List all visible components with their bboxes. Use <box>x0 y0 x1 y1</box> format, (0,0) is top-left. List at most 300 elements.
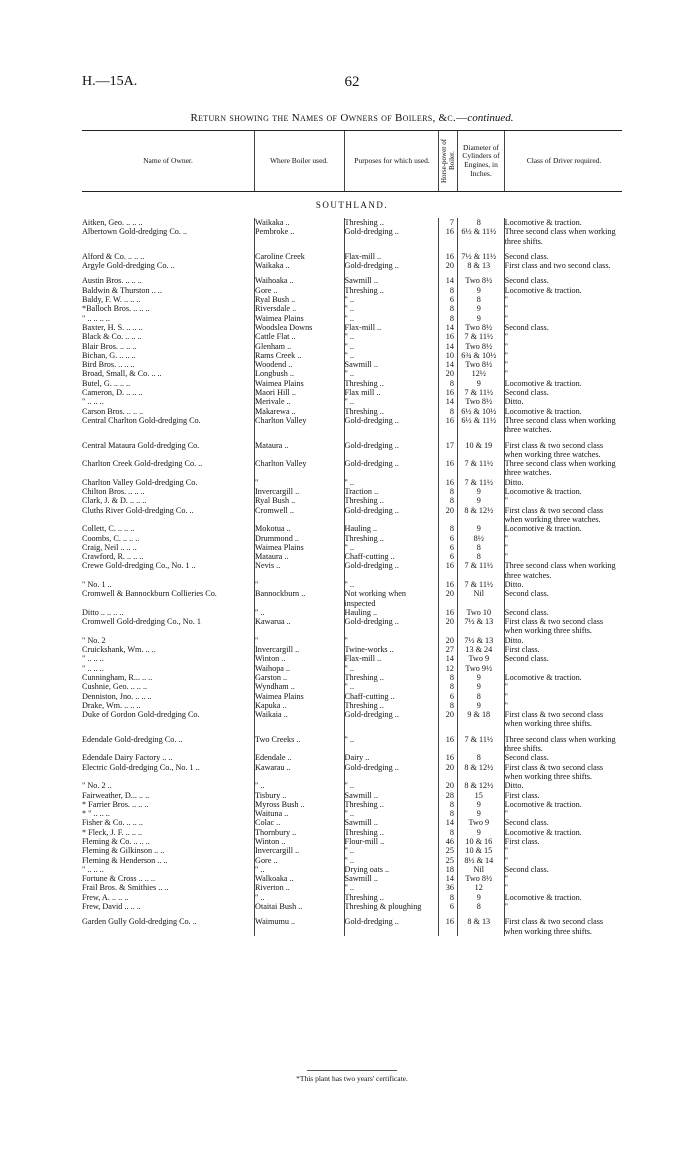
hp-cell: 20 <box>445 617 454 627</box>
hp-cell: 28 <box>445 790 454 800</box>
col-divider <box>254 131 255 191</box>
purpose-cell: Gold-dredging .. <box>344 440 399 450</box>
diameter-cell: 9 <box>476 809 481 819</box>
table-row <box>82 902 622 911</box>
col-divider <box>344 218 345 936</box>
purpose-cell: Threshing .. <box>344 799 384 809</box>
driver-cell: First class and two second class. <box>504 261 611 271</box>
where-cell: Charlton Valley <box>255 415 307 425</box>
purpose-cell: " .. <box>344 341 355 351</box>
diameter-cell: 10 & 15 <box>465 846 493 856</box>
owner-cell: Charlton Creek Gold-dredging Co. .. <box>82 459 203 469</box>
hp-cell: 8 <box>449 406 454 416</box>
document-title <box>82 112 622 124</box>
diameter-cell: 9 <box>476 378 481 388</box>
hp-cell: 16 <box>445 477 454 487</box>
hp-cell: 14 <box>445 397 454 407</box>
purpose-cell: " .. <box>344 663 355 673</box>
purpose-cell: Drying oats .. <box>344 864 390 874</box>
purpose-cell: " .. <box>344 734 355 744</box>
where-cell: Edendale .. <box>255 753 292 763</box>
where-cell: Longbush .. <box>255 369 294 379</box>
owner-cell: Denniston, Jno. .. .. .. <box>82 691 152 701</box>
driver-cell: " <box>504 332 508 342</box>
purpose-cell: Threshing .. <box>344 700 384 710</box>
owner-cell: Alford & Co. .. .. .. <box>82 251 145 261</box>
table-row <box>82 710 622 729</box>
where-cell: Invercargill .. <box>255 846 300 856</box>
owner-cell: Baldwin & Thurston .. .. <box>82 285 162 295</box>
owner-cell: Cruickshank, Wm. .. .. <box>82 645 156 655</box>
hp-cell: 8 <box>449 524 454 534</box>
where-cell: Gore .. <box>255 855 278 865</box>
where-cell: Woodslea Downs <box>255 322 313 332</box>
diameter-cell: 8 <box>476 691 481 701</box>
driver-cell: Ditto. <box>504 397 524 407</box>
diameter-cell: 8½ <box>473 533 484 543</box>
where-cell: Waihoaka .. <box>255 276 294 286</box>
hp-cell: 12 <box>445 663 454 673</box>
owner-cell: Fleming & Gilkinson .. .. <box>82 846 165 856</box>
owner-cell: Ditto .. .. .. .. <box>82 607 124 617</box>
table-row <box>82 314 622 323</box>
purpose-cell: Sawmill .. <box>344 276 378 286</box>
owner-cell: Duke of Gordon Gold-dredging Co. <box>82 710 200 720</box>
diameter-cell: 7 & 11½ <box>464 477 494 487</box>
page-header <box>82 74 622 94</box>
purpose-cell: Flax-mill .. <box>344 251 382 261</box>
hp-cell: 14 <box>445 276 454 286</box>
driver-cell: " <box>504 496 508 506</box>
driver-cell: " <box>504 369 508 379</box>
hp-cell: 16 <box>445 579 454 589</box>
driver-cell: First class & two second class when working three watches. <box>504 505 604 524</box>
diameter-cell: Nil <box>473 589 484 599</box>
driver-cell: " <box>504 360 508 370</box>
table-row <box>82 543 622 552</box>
owner-cell: Broad, Small, & Co. .. .. <box>82 369 162 379</box>
purpose-cell: Threshing .. <box>344 378 384 388</box>
footnote-text: *This plant has two years' certificate. <box>296 1074 408 1083</box>
where-cell: Winton .. <box>255 654 286 664</box>
diameter-cell: 7½ & 13 <box>464 635 494 645</box>
col-driver: Class of Driver required. <box>526 155 602 165</box>
hp-cell: 16 <box>445 459 454 469</box>
section-heading: SOUTHLAND. <box>315 200 389 210</box>
owner-cell: " .. .. .. <box>82 663 104 673</box>
diameter-cell: 9 <box>476 682 481 692</box>
diameter-cell: 6¾ & 10½ <box>461 350 497 360</box>
diameter-cell: 6½ & 11½ <box>461 227 497 237</box>
hp-cell: 16 <box>445 607 454 617</box>
where-cell: Rams Creek .. <box>255 350 302 360</box>
purpose-cell: Threshing .. <box>344 827 384 837</box>
driver-cell: Three second class when working three watches. <box>504 459 616 478</box>
purpose-cell: Flax-mill .. <box>344 654 382 664</box>
purpose-cell: " .. <box>344 883 355 893</box>
purpose-cell: Gold-dredging .. <box>344 227 399 237</box>
where-cell: Glenham .. <box>255 341 292 351</box>
hp-cell: 6 <box>449 552 454 562</box>
col-divider <box>254 218 255 936</box>
purpose-cell: Gold-dredging .. <box>344 561 399 571</box>
diameter-cell: Two 8½ <box>465 360 493 370</box>
driver-cell: First class. <box>504 645 540 655</box>
hp-cell: 46 <box>445 837 454 846</box>
owner-cell: Albertown Gold-dredging Co. .. <box>82 227 188 237</box>
where-cell: Woodend .. <box>255 360 293 370</box>
table-row <box>82 701 622 710</box>
diameter-cell: 9 <box>476 524 481 534</box>
purpose-cell: " .. <box>344 304 355 314</box>
hp-cell: 16 <box>445 561 454 571</box>
table-row <box>82 673 622 682</box>
hp-cell: 6 <box>449 295 454 305</box>
table-row <box>82 800 622 809</box>
table-row <box>82 781 622 790</box>
owner-cell: Clark, J. & D. .. .. .. <box>82 496 147 506</box>
where-cell: Pembroke .. <box>255 227 295 237</box>
footnote <box>82 1070 622 1083</box>
driver-cell: " <box>504 533 508 543</box>
owner-cell: Cromwell Gold-dredging Co., No. 1 <box>82 617 201 627</box>
table-row <box>82 276 622 285</box>
table-row <box>82 846 622 855</box>
driver-cell: " <box>504 809 508 819</box>
where-cell: " .. <box>255 781 265 791</box>
purpose-cell: Sawmill .. <box>344 360 378 370</box>
diameter-cell: Two 8½ <box>465 397 493 407</box>
driver-cell: " <box>504 902 508 912</box>
diameter-cell: Two 9 <box>468 818 490 828</box>
owner-cell: Bichan, G. .. .. .. <box>82 350 136 360</box>
where-cell: " .. <box>255 864 265 874</box>
col-where: Where Boiler used. <box>269 155 329 165</box>
driver-cell: Ditto. <box>504 579 524 589</box>
owner-cell: * Fleck, J. F. .. .. .. <box>82 827 143 837</box>
purpose-cell: Gold-dredging .. <box>344 617 399 627</box>
owner-cell: " .. .. .. <box>82 864 104 874</box>
hp-cell: 16 <box>445 415 454 425</box>
where-cell: Waikaia .. <box>255 710 288 720</box>
boilers-table <box>82 130 622 936</box>
purpose-cell: " .. <box>344 369 355 379</box>
purpose-cell: " .. <box>344 855 355 865</box>
diameter-cell: 9 <box>476 487 481 497</box>
hp-cell: 27 <box>445 645 454 655</box>
diameter-cell: 7 & 11½ <box>464 459 494 469</box>
hp-cell: 25 <box>445 846 454 856</box>
hp-cell: 8 <box>449 285 454 295</box>
purpose-cell: " .. <box>344 846 355 856</box>
owner-cell: Fleming & Co. .. .. .. <box>82 837 150 846</box>
driver-cell: First class. <box>504 837 540 846</box>
where-cell: Waituna .. <box>255 809 289 819</box>
purpose-cell: Twine-works .. <box>344 645 394 655</box>
diameter-cell: 7 & 11½ <box>464 579 494 589</box>
hp-cell: 20 <box>445 261 454 271</box>
col-hp: Horse-power of Boiler. <box>439 138 456 184</box>
table-row <box>82 459 622 478</box>
where-cell: Wyndham .. <box>255 682 295 692</box>
col-owner: Name of Owner. <box>143 155 193 165</box>
diameter-cell: 8 & 13 <box>467 917 491 927</box>
owner-cell: Edendale Gold-dredging Co. .. <box>82 734 183 744</box>
owner-cell: Frew, A. .. .. .. <box>82 892 129 902</box>
diameter-cell: 9 <box>476 799 481 809</box>
owner-cell: Collett, C. .. .. .. <box>82 524 135 534</box>
where-cell: Gore .. <box>255 285 278 295</box>
where-cell: Invercargill .. <box>255 645 300 655</box>
driver-cell: Second class. <box>504 654 549 664</box>
diameter-cell: Nil <box>473 864 484 874</box>
driver-cell: Locomotive & traction. <box>504 524 582 534</box>
diameter-cell: Two 10 <box>466 607 492 617</box>
purpose-cell: Sawmill .. <box>344 874 378 884</box>
owner-cell: Fleming & Henderson .. .. <box>82 855 168 865</box>
driver-cell: First class & two second class when working three shifts. <box>504 762 604 781</box>
hp-cell: 16 <box>445 251 454 261</box>
hp-cell: 8 <box>449 892 454 902</box>
owner-cell: Argyle Gold-dredging Co. .. <box>82 261 175 271</box>
where-cell: Kawarua .. <box>255 617 291 627</box>
owner-cell: Crewe Gold-dredging Co., No. 1 .. <box>82 561 196 571</box>
purpose-cell: Threshing .. <box>344 406 384 416</box>
driver-cell: " <box>504 855 508 865</box>
purpose-cell: Gold-dredging .. <box>344 710 399 720</box>
table-row <box>82 388 622 397</box>
table-row <box>82 332 622 341</box>
table-body <box>82 218 622 936</box>
hp-cell: 8 <box>449 313 454 323</box>
table-row <box>82 323 622 332</box>
hp-cell: 18 <box>445 864 454 874</box>
hp-cell: 14 <box>445 322 454 332</box>
table-row <box>82 608 622 617</box>
driver-cell: " <box>504 700 508 710</box>
where-cell: Waikaka .. <box>255 261 290 271</box>
diameter-cell: 7½ & 11½ <box>461 251 497 261</box>
driver-cell: Second class. <box>504 322 549 332</box>
table-row <box>82 351 622 360</box>
hp-cell: 8 <box>449 378 454 388</box>
diameter-cell: 9 <box>476 313 481 323</box>
hp-cell: 8 <box>449 809 454 819</box>
table-row <box>82 654 622 663</box>
diameter-cell: 7½ & 13 <box>464 617 494 627</box>
owner-cell: Electric Gold-dredging Co., No. 1 .. <box>82 762 200 772</box>
table-row <box>82 252 622 261</box>
hp-cell: 14 <box>445 874 454 884</box>
diameter-cell: 8 <box>476 218 481 227</box>
hp-cell: 8 <box>449 700 454 710</box>
where-cell: Waimea Plains <box>255 542 304 552</box>
owner-cell: " .. .. .. .. <box>82 313 110 323</box>
table-row <box>82 286 622 295</box>
owner-cell: Frail Bros. & Smithies .. .. <box>82 883 169 893</box>
purpose-cell: " .. <box>344 477 355 487</box>
table-row <box>82 589 622 608</box>
driver-cell: Locomotive & traction. <box>504 378 582 388</box>
where-cell: Kawarau .. <box>255 762 291 772</box>
table-row <box>82 561 622 580</box>
table-row <box>82 552 622 561</box>
owner-cell: Fortune & Cross .. .. .. <box>82 874 156 884</box>
diameter-cell: 13 & 24 <box>465 645 493 655</box>
hp-cell: 6 <box>449 902 454 912</box>
where-cell: Cattle Flat .. <box>255 332 296 342</box>
purpose-cell: Traction .. <box>344 487 379 497</box>
diameter-cell: 12 <box>474 883 483 893</box>
purpose-cell: Sawmill .. <box>344 818 378 828</box>
owner-cell: Central Mataura Gold-dredging Co. <box>82 440 200 450</box>
hp-cell: 8 <box>449 799 454 809</box>
purpose-cell: Threshing & ploughing <box>344 902 422 912</box>
hp-cell: 20 <box>445 505 454 515</box>
hp-cell: 20 <box>445 589 454 599</box>
driver-cell: First class & two second class when working three shifts. <box>504 617 604 636</box>
owner-cell: " No. 2 .. <box>82 781 112 791</box>
purpose-cell: Threshing .. <box>344 496 384 506</box>
table-row <box>82 261 622 270</box>
owner-cell: Cushnie, Geo. .. .. .. <box>82 682 148 692</box>
hp-cell: 6 <box>449 691 454 701</box>
hp-cell: 20 <box>445 781 454 791</box>
table-row <box>82 617 622 636</box>
diameter-cell: 9 <box>476 892 481 902</box>
hp-cell: 8 <box>449 487 454 497</box>
driver-cell: Second class. <box>504 607 549 617</box>
where-cell: Waimea Plains <box>255 378 304 388</box>
owner-cell: Cluths River Gold-dredging Co. .. <box>82 505 194 515</box>
driver-cell: " <box>504 304 508 314</box>
purpose-cell: Threshing .. <box>344 672 384 682</box>
diameter-cell: 9 <box>476 496 481 506</box>
diameter-cell: 8 & 12½ <box>464 505 494 515</box>
hp-cell: 16 <box>445 332 454 342</box>
table-row <box>82 524 622 533</box>
diameter-cell: Two 9 <box>468 654 490 664</box>
owner-cell: * " .. .. .. <box>82 809 110 819</box>
diameter-cell: 10 & 19 <box>465 440 493 450</box>
hp-cell: 20 <box>445 710 454 720</box>
driver-cell: Three second class when working three watches. <box>504 561 616 580</box>
where-cell: Colac .. <box>255 818 281 828</box>
hp-cell: 8 <box>449 304 454 314</box>
diameter-cell: 8 <box>476 552 481 562</box>
where-cell: Ryal Bush .. <box>255 295 296 305</box>
driver-cell: " <box>504 682 508 692</box>
table-row <box>82 692 622 701</box>
where-cell: Merivale .. <box>255 397 291 407</box>
where-cell: Thornbury .. <box>255 827 297 837</box>
hp-cell: 25 <box>445 855 454 865</box>
diameter-cell: Two 8½ <box>465 276 493 286</box>
purpose-cell: Dairy .. <box>344 753 370 763</box>
driver-cell: Locomotive & traction. <box>504 827 582 837</box>
table-row <box>82 809 622 818</box>
where-cell: Mataura .. <box>255 440 289 450</box>
driver-cell: Locomotive & traction. <box>504 285 582 295</box>
owner-cell: *Balloch Bros. .. .. .. <box>82 304 150 314</box>
where-cell: Ryal Bush .. <box>255 496 296 506</box>
owner-cell: Austin Bros. .. .. .. <box>82 276 142 286</box>
driver-cell: Second class. <box>504 864 549 874</box>
owner-cell: Baxter, H. S. .. .. .. <box>82 322 143 332</box>
table-row <box>82 735 622 754</box>
where-cell: Waihopa .. <box>255 663 291 673</box>
driver-cell: Locomotive & traction. <box>504 218 582 227</box>
table-row <box>82 342 622 351</box>
owner-cell: Garden Gully Gold-dredging Co. .. <box>82 917 197 927</box>
where-cell: Riversdale .. <box>255 304 297 314</box>
where-cell: Nevis .. <box>255 561 281 571</box>
table-row <box>82 304 622 313</box>
table-row <box>82 874 622 883</box>
table-row <box>82 227 622 246</box>
driver-cell: Ditto. <box>504 781 524 791</box>
owner-cell: Cromwell & Bannockburn Collieries Co. <box>82 589 217 599</box>
where-cell: Maori Hill .. <box>255 388 296 398</box>
hp-cell: 8 <box>449 496 454 506</box>
driver-cell: " <box>504 691 508 701</box>
where-cell: Caroline Creek <box>255 251 305 261</box>
col-divider <box>438 218 439 936</box>
table-row <box>82 645 622 654</box>
table-row <box>82 360 622 369</box>
diameter-cell: Two 9½ <box>465 663 493 673</box>
driver-cell: First class. <box>504 790 540 800</box>
owner-cell: Fisher & Co. .. .. .. <box>82 818 143 828</box>
where-cell: Waimea Plains <box>255 313 304 323</box>
hp-cell: 8 <box>449 672 454 682</box>
where-cell: Waimumu .. <box>255 917 296 927</box>
table-row <box>82 397 622 406</box>
col-purposes: Purposes for which used. <box>354 155 430 165</box>
diameter-cell: 8 & 12½ <box>464 762 494 772</box>
col-divider <box>504 131 505 191</box>
where-cell: " <box>255 635 259 645</box>
diameter-cell: 7 & 11½ <box>464 561 494 571</box>
owner-cell: Aitken, Geo. .. .. .. <box>82 218 143 227</box>
owner-cell: Frew, David .. .. .. <box>82 902 141 912</box>
where-cell: Myross Bush .. <box>255 799 305 809</box>
owner-cell: " No. 1 .. <box>82 579 112 589</box>
purpose-cell: Threshing .. <box>344 285 384 295</box>
owner-cell: Fairweather, D... .. .. <box>82 790 150 800</box>
table-row <box>82 682 622 691</box>
hp-cell: 8 <box>449 682 454 692</box>
owner-cell: Crawford, R. .. .. .. <box>82 552 144 562</box>
owner-cell: Blair Bros. .. .. .. <box>82 341 137 351</box>
driver-cell: Locomotive & traction. <box>504 406 582 416</box>
driver-cell: " <box>504 874 508 884</box>
owner-cell: Cunningham, R... .. .. <box>82 672 153 682</box>
driver-cell: Three second class when working three shifts. <box>504 734 616 754</box>
driver-cell: " <box>504 341 508 351</box>
driver-cell: " <box>504 542 508 552</box>
table-row <box>82 580 622 589</box>
owner-cell: " .. .. .. <box>82 654 104 664</box>
where-cell: Mataura .. <box>255 552 289 562</box>
where-cell: Tisbury .. <box>255 790 287 800</box>
driver-cell: Second class. <box>504 276 549 286</box>
purpose-cell: Gold-dredging .. <box>344 762 399 772</box>
table-row <box>82 753 622 762</box>
purpose-cell: Gold-dredging .. <box>344 459 399 469</box>
owner-cell: Drake, Wm. .. .. .. <box>82 700 141 710</box>
table-row <box>82 487 622 496</box>
